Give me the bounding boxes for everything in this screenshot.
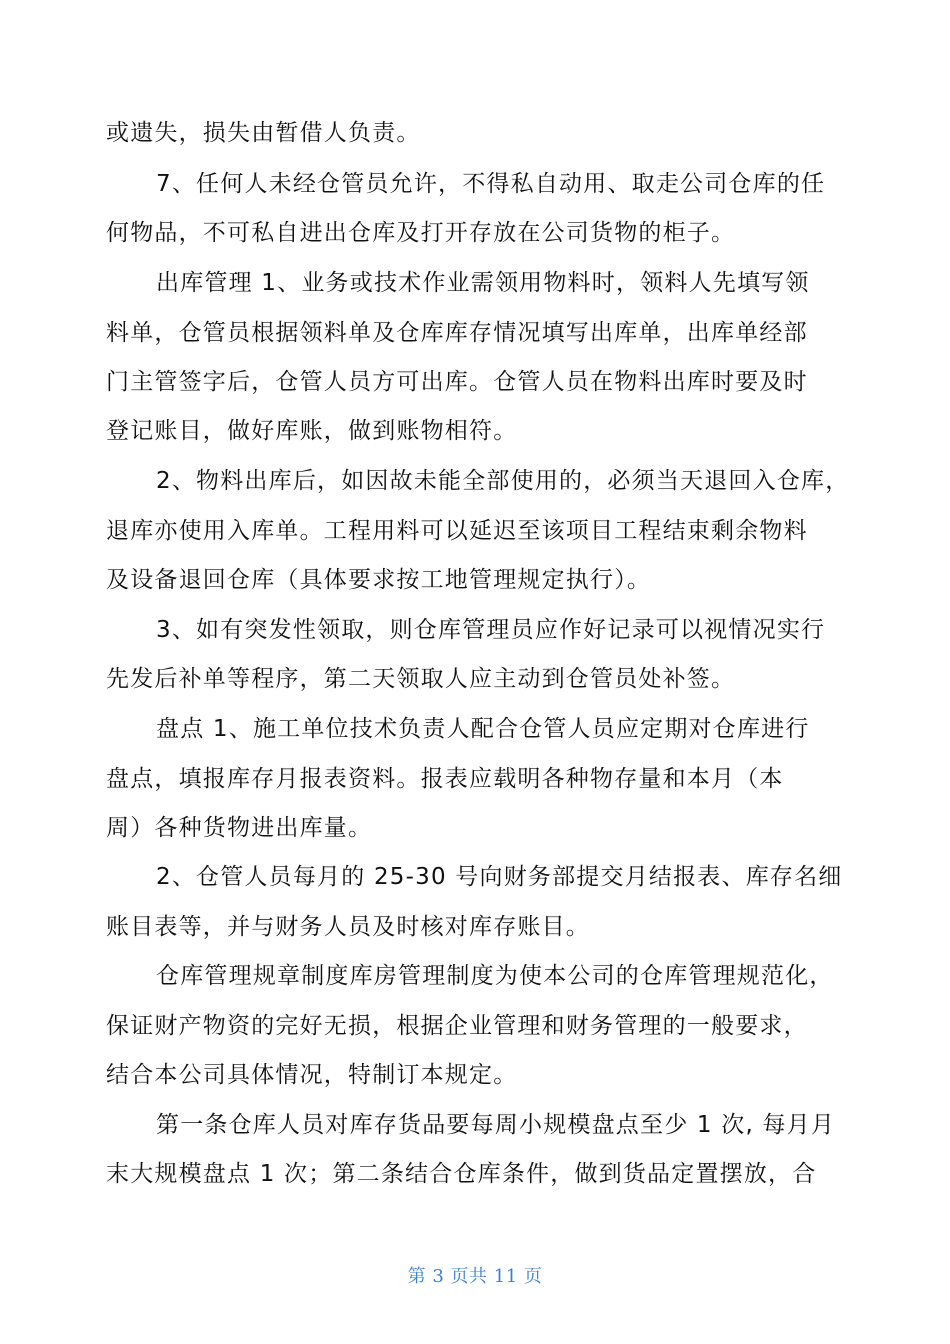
text-line: 退库亦使用入库单。工程用料可以延迟至该项目工程结束剩余物料 — [106, 518, 808, 544]
text-line: 保证财产物资的完好无损，根据企业管理和财务管理的一般要求， — [106, 1013, 808, 1039]
text-line: 仓库管理规章制度库房管理制度为使本公司的仓库管理规范化， — [156, 963, 834, 989]
text-line: 或遗失，损失由暂借人负责。 — [106, 120, 421, 146]
page-number-footer: 第 3 页共 11 页 — [407, 1266, 543, 1287]
text-line: 门主管签字后，仓管人员方可出库。仓管人员在物料出库时要及时 — [106, 369, 808, 395]
text-line: 账目表等，并与财务人员及时核对库存账目。 — [106, 914, 590, 940]
text-line: 登记账目，做好库账，做到账物相符。 — [106, 418, 518, 444]
text-line: 第一条仓库人员对库存货品要每周小规模盘点至少 1 次, 每月月 — [156, 1112, 836, 1138]
text-line: 盘点，填报库存月报表资料。报表应载明各种物存量和本月（本 — [106, 766, 784, 792]
text-line: 7、任何人未经仓管员允许，不得私自动用、取走公司仓库的任 — [156, 171, 826, 197]
text-line: 料单，仓管员根据领料单及仓库库存情况填写出库单，出库单经部 — [106, 320, 808, 346]
text-line: 3、如有突发性领取，则仓库管理员应作好记录可以视情况实行 — [156, 617, 826, 643]
text-line: 2、仓管人员每月的 25-30 号向财务部提交月结报表、库存名细 — [156, 864, 843, 890]
text-line: 2、物料出库后，如因故未能全部使用的，必须当天退回入仓库， — [156, 468, 850, 494]
text-line: 出库管理 1、业务或技术作业需领用物料时，领料人先填写领 — [156, 270, 810, 296]
text-line: 何物品，不可私自进出仓库及打开存放在公司货物的柜子。 — [106, 220, 736, 246]
text-line: 周）各种货物进出库量。 — [106, 815, 373, 841]
text-line: 末大规模盘点 1 次；第二条结合仓库条件，做到货品定置摆放，合 — [106, 1161, 817, 1187]
text-line: 及设备退回仓库（具体要求按工地管理规定执行）。 — [106, 567, 652, 593]
text-line: 先发后补单等程序，第二天领取人应主动到仓管员处补签。 — [106, 666, 736, 692]
text-line: 结合本公司具体情况，特制订本规定。 — [106, 1062, 518, 1088]
text-line: 盘点 1、施工单位技术负责人配合仓管人员应定期对仓库进行 — [156, 716, 810, 742]
